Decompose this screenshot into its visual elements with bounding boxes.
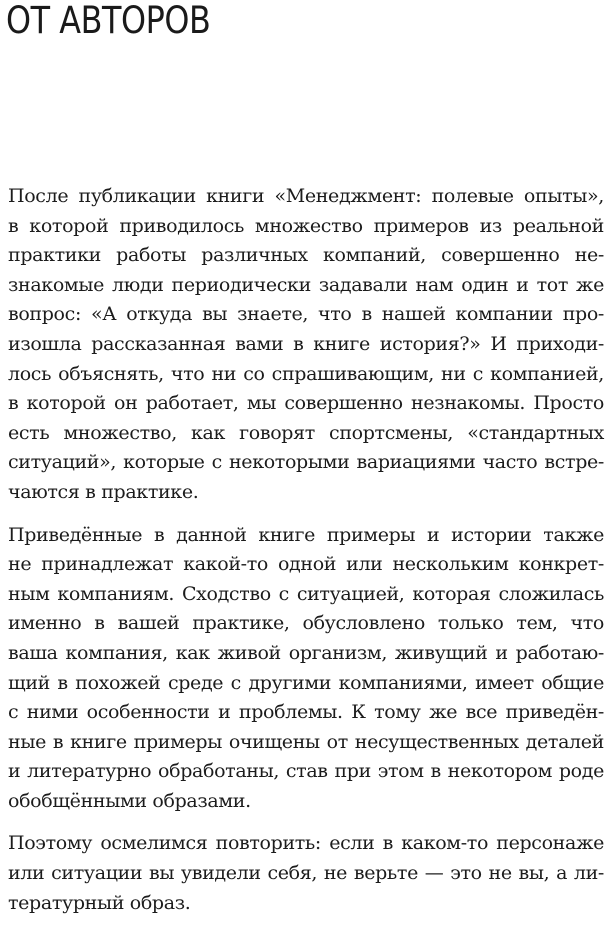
text-line: в которой он работает, мы совершенно незнакомы. Просто — [8, 392, 604, 415]
text-line: лось объяснять, что ни со спрашивающим, ни с компанией, — [8, 362, 604, 385]
text-line: есть множество, как говорят спортсмены, «стандартных — [8, 421, 604, 444]
text-line: ным компаниям. Сходство с ситуацией, которая сложилась — [8, 582, 604, 605]
text-line: ситуаций», которые с некоторыми вариациями часто встре- — [8, 451, 604, 474]
text-line: и литературно обработаны, став при этом в некотором роде — [8, 760, 604, 783]
text-line: щий в похожей среде с другими компаниями, имеет общие — [8, 671, 604, 694]
text-line: обобщёнными образами. — [8, 789, 251, 812]
text-line: не принадлежат какой-то одной или нескольким конкрет- — [8, 553, 604, 576]
text-line: чаются в практике. — [8, 480, 199, 503]
chapter-heading: ОТ АВТОРОВ — [6, 0, 211, 42]
text-line: именно в вашей практике, обусловлено только тем, что — [8, 612, 604, 635]
text-line: в которой приводилось множество примеров из реальной — [8, 214, 604, 237]
text-line: или ситуации вы увидели себя, не верьте — это не вы, а ли- — [8, 862, 604, 885]
paragraph-3 — [8, 829, 604, 918]
text-line: знакомые люди периодически задавали нам один и тот же — [8, 273, 604, 296]
text-line: тературный образ. — [8, 891, 191, 914]
body-text — [8, 182, 604, 931]
text-line: вопрос: «А откуда вы знаете, что в нашей компании про- — [8, 303, 604, 326]
paragraph-2 — [8, 521, 604, 817]
text-line: ваша компания, как живой организм, живущий и работаю- — [8, 641, 604, 664]
text-line: ные в книге примеры очищены от несущественных деталей — [8, 730, 604, 753]
text-line: Приведённые в данной книге примеры и истории также — [8, 523, 604, 546]
text-line: После публикации книги «Менеджмент: полевые опыты», — [8, 185, 604, 207]
text-line: практики работы различных компаний, совершенно не- — [8, 244, 604, 267]
paragraph-1 — [8, 182, 604, 508]
text-line: изошла рассказанная вами в книге история?» И приходи- — [8, 332, 604, 355]
text-line: Поэтому осмелимся повторить: если в каком-то персонаже — [8, 832, 604, 855]
text-line: с ними особенности и проблемы. К тому же все приведён- — [8, 701, 604, 724]
